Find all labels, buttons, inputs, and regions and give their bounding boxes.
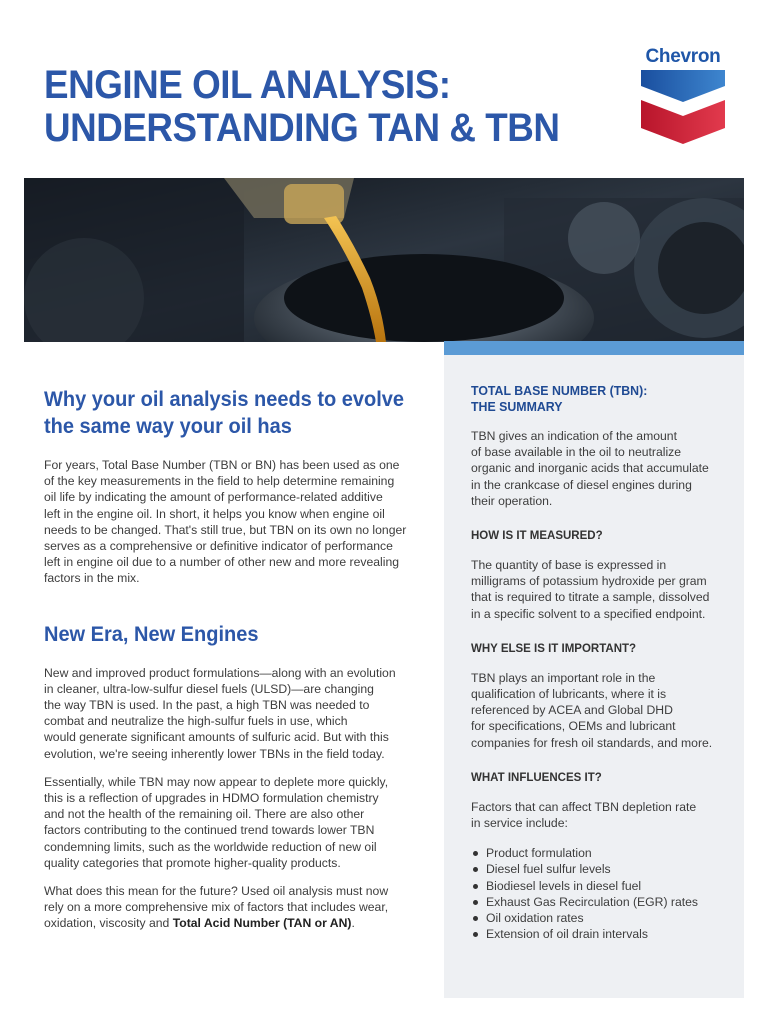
new-era-paragraph-2 — [44, 774, 414, 871]
text-line: left in the engine oil. In short, it helps you know when engine oil — [44, 506, 385, 521]
list-item: Extension of oil drain intervals — [471, 926, 729, 942]
text-line: referenced by ACEA and Global DHD — [471, 703, 673, 718]
text-line: evolution, we're seeing inherently lower TBNs in the field today. — [44, 746, 385, 761]
text-line: this is a reflection of upgrades in HDMO formulation chemistry — [44, 791, 379, 806]
text-line: qualification of lubricants, where it is — [471, 687, 667, 702]
section-heading-oil-analysis: Why your oil analysis needs to evolve the same way your oil has — [44, 387, 405, 438]
tbn-summary-text — [471, 428, 729, 509]
text-line: The quantity of base is expressed in — [471, 558, 667, 573]
text-line: Factors that can affect TBN depletion rate — [471, 799, 697, 814]
list-item: Biodiesel levels in diesel fuel — [471, 878, 729, 894]
sidebar-heading — [471, 383, 716, 415]
text-line: rely on a more comprehensive mix of factors that includes wear, — [44, 900, 389, 915]
text-line: oil life by indicating the amount of performance-related additive — [44, 490, 383, 505]
new-era-paragraph-3 — [44, 883, 414, 932]
text-line: TBN plays an important role in the — [471, 670, 656, 685]
influences-heading: WHAT INFLUENCES IT? — [471, 771, 602, 784]
text-line: in the crankcase of diesel engines during — [471, 477, 692, 492]
hero-image — [24, 178, 744, 342]
text-line: TBN gives an indication of the amount — [471, 429, 677, 443]
page-title — [44, 64, 559, 150]
main-content — [44, 386, 414, 932]
text-line: quality categories that promote higher-quality products. — [44, 855, 341, 870]
text-line: would generate significant amounts of sulfuric acid. But with this — [44, 730, 389, 745]
text-line: for specifications, OEMs and lubricant — [471, 719, 676, 734]
list-item: Exhaust Gas Recirculation (EGR) rates — [471, 894, 729, 910]
logo-wordmark: Chevron — [645, 46, 721, 67]
important-heading: WHY ELSE IS IT IMPORTANT? — [471, 642, 637, 655]
text-line: in cleaner, ultra-low-sulfur diesel fuels (ULSD)—are changing — [44, 681, 374, 696]
bold-term-tan: Total Acid Number (TAN or AN) — [172, 916, 352, 931]
text-line: of base available in the oil to neutralize — [471, 445, 682, 460]
text-line: companies for fresh oil standards, and more. — [471, 735, 713, 750]
intro-paragraph — [44, 457, 414, 587]
text-line: combat and neutralize the high-sulfur fuels in use, which — [44, 714, 348, 729]
text-line: serves as a comprehensive or definitive indicator of performance — [44, 539, 393, 554]
text-line: New and improved product formulations—along with an evolution — [44, 665, 396, 680]
sidebar-heading-line-2: THE SUMMARY — [471, 399, 563, 414]
title-line-2: UNDERSTANDING TAN & TBN — [44, 106, 560, 150]
list-item: Product formulation — [471, 845, 729, 861]
text-line: the way TBN is used. In the past, a high TBN was needed to — [44, 698, 370, 713]
text-fragment: . — [351, 916, 355, 931]
chevron-logo — [640, 46, 726, 146]
text-line: in service include: — [471, 816, 568, 831]
text-line: left in engine oil due to a number of other new and more revealing — [44, 555, 400, 570]
text-line: and not the health of the remaining oil. There are also other — [44, 807, 365, 822]
new-era-paragraph-1 — [44, 665, 414, 762]
text-line: of the key measurements in the field to help determine remaining — [44, 474, 395, 489]
oil-pouring-photo-icon — [24, 178, 744, 342]
title-line-1: ENGINE OIL ANALYSIS: — [44, 63, 451, 107]
list-item: Oil oxidation rates — [471, 910, 729, 926]
text-line: milligrams of potassium hydroxide per gram — [471, 574, 707, 589]
text-line: Essentially, while TBN may now appear to deplete more quickly, — [44, 774, 389, 789]
sidebar-heading-line-1: TOTAL BASE NUMBER (TBN): — [471, 383, 648, 398]
text-line: factors in the mix. — [44, 571, 140, 586]
text-line: What does this mean for the future? Used oil analysis must now — [44, 884, 389, 899]
important-text — [471, 670, 729, 751]
text-line-with-bold — [44, 915, 414, 931]
chevron-emblem-icon — [641, 70, 725, 144]
influences-list — [471, 845, 729, 942]
measured-text — [471, 557, 729, 622]
text-line: For years, Total Base Number (TBN or BN) has been used as one — [44, 458, 400, 472]
text-line: condemning limits, such as the worldwide reduction of new oil — [44, 839, 377, 854]
text-line: in a specific solvent to a specified endpoint. — [471, 606, 706, 621]
sidebar-accent-bar — [444, 341, 744, 355]
list-item: Diesel fuel sulfur levels — [471, 861, 729, 877]
text-fragment: oxidation, viscosity and — [44, 916, 173, 931]
text-line: needs to be changed. That's still true, but TBN on its own no longer — [44, 522, 407, 537]
section-heading-new-era: New Era, New Engines — [44, 621, 259, 646]
influences-text — [471, 799, 729, 831]
text-line: that is required to titrate a sample, dissolved — [471, 590, 710, 605]
text-line: their operation. — [471, 493, 553, 508]
tbn-summary-sidebar — [444, 341, 744, 998]
text-line: organic and inorganic acids that accumulate — [471, 461, 709, 476]
measured-heading: HOW IS IT MEASURED? — [471, 530, 603, 543]
text-line: factors contributing to the continued trend towards lower TBN — [44, 823, 375, 838]
